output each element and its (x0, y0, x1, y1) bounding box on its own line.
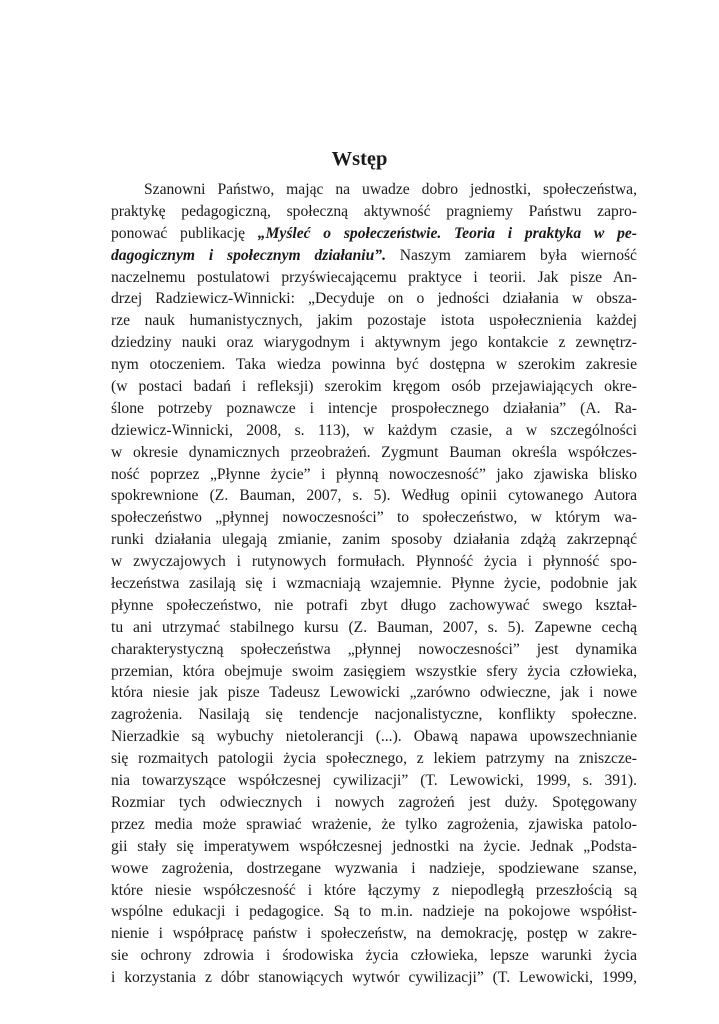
text-line (111, 354, 637, 376)
page-title: Wstęp (331, 148, 388, 170)
text-line (111, 858, 637, 880)
text-segment: społeczeństwo „płynnej nowoczesności” to społeczeństwo, w którym wa- (111, 509, 637, 527)
text-line (111, 376, 637, 398)
text-line (111, 464, 637, 486)
text-segment: ność poprzez „Płynne życie” i płynną nowoczesność” jako zjawiska blisko (111, 465, 637, 483)
text-line (111, 880, 637, 902)
text-line (111, 245, 637, 267)
text-line (111, 420, 637, 442)
text-segment: które niesie współczesność i które łączymy z niepodległą przeszłością są (111, 881, 637, 899)
text-line (111, 267, 637, 289)
text-line (111, 967, 637, 989)
text-segment: spokrewnione (Z. Bauman, 2007, s. 5). Według opinii cytowanego Autora (111, 487, 637, 505)
text-segment: Szanowni Państwo, mając na uwadze dobro jednostki, społeczeństwa, (144, 181, 637, 198)
text-line (111, 398, 637, 420)
text-line (111, 814, 637, 836)
text-line (111, 792, 637, 814)
text-segment: przez media może sprawiać wrażenie, że tylko zagrożenia, zjawiska patolo- (111, 815, 637, 833)
text-line (111, 945, 637, 967)
text-line (111, 332, 637, 354)
text-segment: gii stały się imperatywem współczesnej jednostki na życie. Jednak „Podsta- (111, 837, 637, 855)
text-line (111, 836, 637, 858)
text-segment: drzej Radziewicz-Winnicki: „Decyduje on o jedności działania w obsza- (111, 290, 637, 308)
text-line (111, 726, 637, 748)
text-line (111, 507, 637, 529)
text-segment: tu ani utrzymać stabilnego kursu (Z. Bauman, 2007, s. 5). Zapewne cechą (111, 618, 637, 636)
text-segment: nia towarzyszące współczesnej cywilizacji” (T. Lewowicki, 1999, s. 391). (111, 772, 637, 790)
text-line (111, 704, 637, 726)
emphasized-title-text: „Myśleć o społeczeństwie. Teoria i praktyka w pe- (257, 224, 637, 242)
text-segment: wowe zagrożenia, dostrzegane wyzwania i nadzieje, spodziewane szanse, (111, 859, 637, 877)
text-segment: runki działania ulegają zmianie, zanim sposoby działania zdążą zakrzepnąć (111, 531, 637, 549)
text-segment: zagrożenia. Nasilają się tendencje nacjonalistyczne, konflikty społeczne. (111, 706, 637, 724)
text-segment: nienie i współpracę państw i społeczeństw, na demokrację, postęp w zakre- (111, 925, 637, 943)
text-segment: przemian, która obejmuje swoim zasięgiem wszystkie sfery życia człowieka, (111, 662, 637, 680)
text-line (111, 901, 637, 923)
text-line (111, 639, 637, 661)
text-line (111, 310, 637, 332)
text-line (111, 485, 637, 507)
text-segment: dziedziny nauki oraz wiarygodnym i aktywnym jego kontakcie z zewnętrz- (111, 334, 637, 352)
text-line (111, 442, 637, 464)
text-segment: która niesie jak pisze Tadeusz Lewowicki „zarówno odwieczne, jak i nowe (111, 684, 637, 702)
text-line (111, 288, 637, 310)
text-line (111, 595, 637, 617)
text-segment: płynne społeczeństwo, nie potrafi zbyt długo zachowywać swego kształ- (111, 596, 637, 614)
body-paragraph (111, 179, 637, 989)
text-line (111, 661, 637, 683)
text-segment: ślone potrzeby poznawcze i intencje prospołecznego działania” (A. Ra- (111, 399, 637, 417)
text-segment: i korzystania z dóbr stanowiących wytwór cywilizacji” (T. Lewowicki, 1999, (111, 969, 637, 987)
text-segment: Nierzadkie są wybuchy nietolerancji (...). Obawą napawa upowszechnianie (111, 728, 637, 746)
text-segment: naczelnemu postulatowi przyświecającemu praktyce i teorii. Jak pisze An- (111, 268, 637, 286)
text-line (111, 201, 637, 223)
text-segment: w okresie dynamicznych przeobrażeń. Zygmunt Bauman określa współczes- (111, 443, 637, 461)
text-segment: dziewicz-Winnicki, 2008, s. 113), w każdym czasie, a w szczególności (111, 421, 637, 439)
text-segment: w zwyczajowych i rutynowych formułach. Płynność życia i płynność spo- (111, 553, 637, 571)
text-line (111, 923, 637, 945)
text-line (111, 179, 637, 201)
text-line (111, 682, 637, 704)
text-segment: Rozmiar tych odwiecznych i nowych zagrożeń jest duży. Spotęgowany (111, 793, 637, 811)
text-segment: nym otoczeniem. Taka wiedza powinna być dostępna w szerokim zakresie (111, 356, 637, 374)
text-line (111, 573, 637, 595)
text-line (111, 529, 637, 551)
text-segment: praktykę pedagogiczną, społeczną aktywność pragniemy Państwu zapro- (111, 202, 637, 220)
text-line (111, 617, 637, 639)
emphasized-title-text: dagogicznym i społecznym działaniu”. (111, 246, 386, 264)
text-segment: ponować publikację (111, 224, 258, 242)
text-segment: Naszym zamiarem była wierność (385, 246, 637, 264)
text-line (111, 223, 637, 245)
text-segment: się rozmaitych patologii życia społecznego, z lekiem patrzymy na zniszcze- (111, 750, 637, 768)
text-segment: wspólne edukacji i pedagogice. Są to m.in. nadzieje na pokojowe współist- (111, 903, 637, 921)
text-segment: łeczeństwa zasilają się i wzmacniają wzajemnie. Płynne życie, podobnie jak (111, 575, 637, 593)
text-line (111, 770, 637, 792)
text-segment: (w postaci badań i refleksji) szerokim kręgom osób przejawiających okre- (111, 378, 637, 396)
text-segment: rze nauk humanistycznych, jakim pozostaje istota uspołecznienia każdej (111, 312, 637, 330)
text-segment: charakterystyczną społeczeństwa „płynnej nowoczesności” jest dynamika (111, 640, 637, 658)
text-segment: sie ochrony zdrowia i środowiska życia człowieka, lepsze warunki życia (111, 947, 637, 965)
text-line (111, 551, 637, 573)
text-line (111, 748, 637, 770)
